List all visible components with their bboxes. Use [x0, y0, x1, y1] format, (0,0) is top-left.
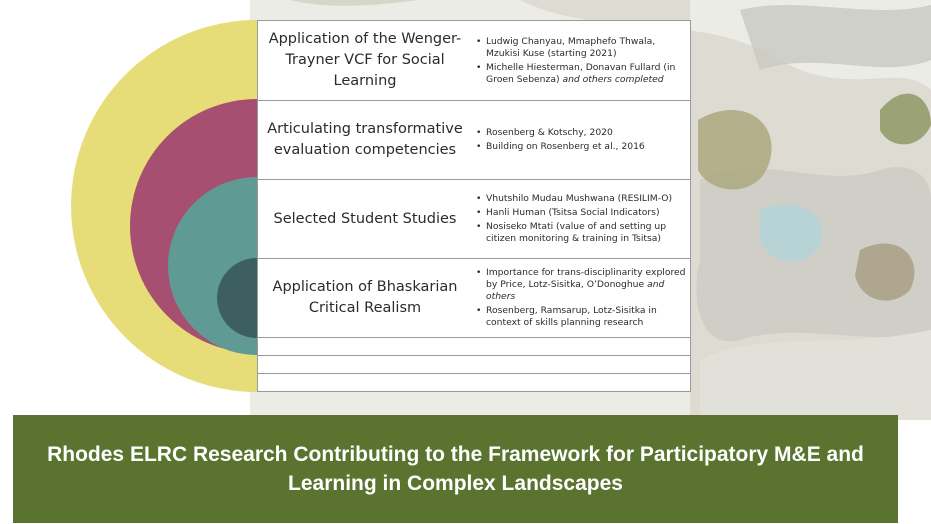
list-item: • Nosiseko Mtati (value of and setting up citizen monitoring & training in Tsitsa) — [474, 221, 686, 245]
empty-table-row — [258, 374, 690, 391]
table-row — [258, 101, 690, 180]
list-item: • Rosenberg & Kotschy, 2020 — [474, 127, 686, 139]
row-title: Selected Student Studies — [273, 210, 457, 227]
table-row — [258, 180, 690, 259]
row-title: Application of Bhaskarian Critical Realism — [272, 279, 458, 316]
list-item: • Ludwig Chanyau, Mmaphefo Thwala, Mzukisi Kuse (starting 2021) — [474, 36, 686, 60]
empty-table-row — [258, 356, 690, 374]
research-table — [257, 20, 691, 392]
empty-table-row — [258, 338, 690, 356]
row-notes — [474, 101, 690, 179]
banner-title: Rhodes ELRC Research Contributing to the Framework for Participatory M&E and Learning in Complex Landscapes — [47, 443, 864, 495]
row-notes — [474, 180, 690, 258]
table-row — [258, 21, 690, 101]
list-item: • Rosenberg, Ramsarup, Lotz-Sisitka in context of skills planning research — [474, 305, 686, 329]
table-row — [258, 259, 690, 338]
title-banner — [13, 415, 898, 523]
list-item: • Michelle Hiesterman, Donavan Fullard (in Groen Sebenza) and others completed — [474, 62, 686, 86]
row-notes — [474, 259, 690, 337]
list-item: • Building on Rosenberg et al., 2016 — [474, 141, 686, 153]
list-item: • Vhutshilo Mudau Mushwana (RESILIM-O) — [474, 193, 686, 205]
row-title: Application of the Wenger-Trayner VCF for Social Learning — [268, 31, 462, 89]
row-notes — [474, 21, 690, 100]
list-item: • Importance for trans-disciplinarity explored by Price, Lotz-Sisitka, O’Donoghue and others — [474, 267, 686, 303]
list-item: • Hanli Human (Tsitsa Social Indicators) — [474, 207, 686, 219]
row-title: Articulating transformative evaluation competencies — [267, 121, 463, 158]
